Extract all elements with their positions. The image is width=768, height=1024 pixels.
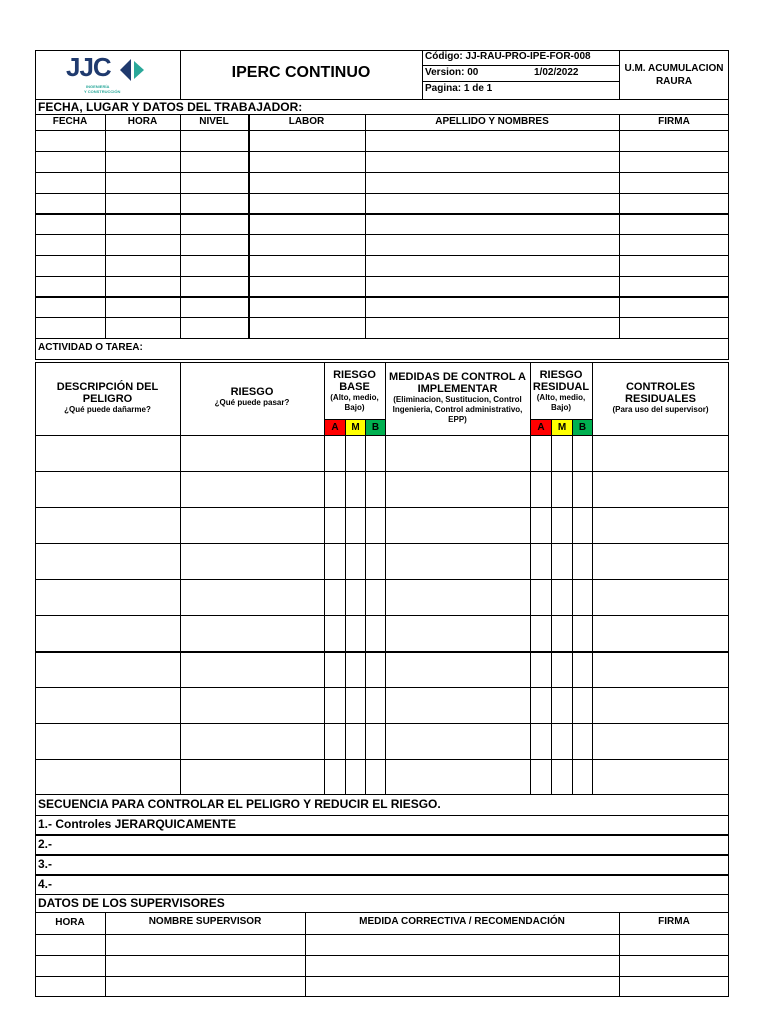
table-row[interactable] [35,687,729,688]
mining-unit-line1: U.M. ACUMULACION [624,63,724,74]
desc-peligro-header [35,376,180,420]
mining-unit-line2: RAURA [655,76,693,87]
col-labor: LABOR [288,116,325,127]
sup-col-firma: FIRMA [658,916,690,927]
worker-data-box [35,100,729,339]
col-fecha: FECHA [52,116,88,127]
residual-title-1: RIESGO [539,369,583,381]
table-row[interactable] [35,955,729,956]
sup-col-nombre: NOMBRE SUPERVISOR [148,916,262,927]
base-title-1: RIESGO [333,369,376,381]
medidas-sub-1: (Eliminacion, Sustitucion, Control [393,395,522,404]
table-row[interactable] [35,296,729,298]
table-row[interactable] [35,471,729,472]
controles-title-2: RESIDUALES [625,393,696,405]
base-title-2: BASE [339,381,370,393]
logo-subtitle-2: Y CONSTRUCCIÓN [84,89,121,94]
table-row[interactable] [35,317,729,318]
table-row[interactable] [35,234,729,235]
table-row[interactable] [35,723,729,724]
riesgo-residual-header [530,365,592,417]
base-sub-2: Bajo) [344,403,365,412]
table-row[interactable] [35,172,729,173]
riesgo-title: RIESGO [230,386,274,398]
worker-section-title: FECHA, LUGAR Y DATOS DEL TRABAJADOR: [38,100,303,114]
residual-rating-m: M [551,419,573,436]
sup-col-hora: HORA [55,917,85,928]
logo-diamond-icon [118,57,148,83]
activity-label: ACTIVIDAD O TAREA: [38,342,143,353]
residual-title-2: RESIDUAL [532,381,590,393]
table-row[interactable] [35,543,729,544]
sequence-item-1: 1.- Controles JERARQUICAMENTE [38,817,237,831]
table-row[interactable] [35,193,729,194]
col-nivel: NIVEL [199,116,229,127]
table-row[interactable] [35,579,729,580]
medidas-sub-2: Ingenieria, Control administrativo, [392,405,523,414]
base-rating-m: M [345,419,366,436]
controles-title-1: CONTROLES [625,381,696,393]
sequence-title: SECUENCIA PARA CONTROLAR EL PELIGRO Y REDUCIR EL RIESGO. [38,797,441,811]
doc-code: Código: JJ-RAU-PRO-IPE-FOR-008 [425,51,591,62]
logo-subtitle-1: INGENIERÍA [86,84,110,89]
doc-version: Version: 00 [425,67,479,78]
medidas-sub-3: EPP) [448,415,467,424]
riesgo-base-header [324,365,385,417]
col-hora: HORA [127,116,158,127]
table-row[interactable] [35,213,729,215]
sequence-item-2: 2.- [38,837,53,851]
doc-page: Pagina: 1 de 1 [425,83,493,94]
base-sub-1: (Alto, medio, [330,393,379,402]
residual-rating-a: A [530,419,552,436]
company-logo [66,54,158,96]
document-title: IPERC CONTINUO [231,64,371,81]
logo-text: JJC [66,52,111,82]
riesgo-sub: ¿Qué puede pasar? [214,398,290,407]
controles-sub: (Para uso del supervisor) [612,405,709,414]
medidas-title-1: MEDIDAS DE CONTROL A [389,371,526,383]
desc-sub: ¿Qué puede dañarme? [64,405,151,414]
medidas-title-2: IMPLEMENTAR [417,383,498,395]
sequence-item-3: 3.- [38,857,53,871]
desc-title-2: PELIGRO [82,393,133,405]
table-row[interactable] [35,507,729,508]
table-row[interactable] [35,651,729,653]
residual-sub-1: (Alto, medio, [536,393,586,402]
sup-col-medida: MEDIDA CORRECTIVA / RECOMENDACIÓN [359,916,565,927]
table-row[interactable] [35,276,729,277]
table-row[interactable] [35,759,729,760]
col-apellido-nombres: APELLIDO Y NOMBRES [435,116,549,127]
col-firma: FIRMA [658,116,690,127]
doc-date: 1/02/2022 [534,67,579,78]
base-rating-a: A [324,419,346,436]
table-row[interactable] [35,976,729,977]
residual-rating-b: B [572,419,593,436]
medidas-header [385,367,530,429]
table-row[interactable] [35,151,729,152]
base-rating-b: B [365,419,386,436]
riesgo-header [180,382,324,412]
desc-title-1: DESCRIPCIÓN DEL [56,381,159,393]
mining-unit [619,50,729,100]
supervisors-title: DATOS DE LOS SUPERVISORES [38,896,225,910]
sequence-item-4: 4.- [38,877,53,891]
table-row[interactable] [35,615,729,616]
controles-residuales-header [592,376,729,420]
residual-sub-2: Bajo) [551,403,571,412]
table-row[interactable] [35,255,729,256]
